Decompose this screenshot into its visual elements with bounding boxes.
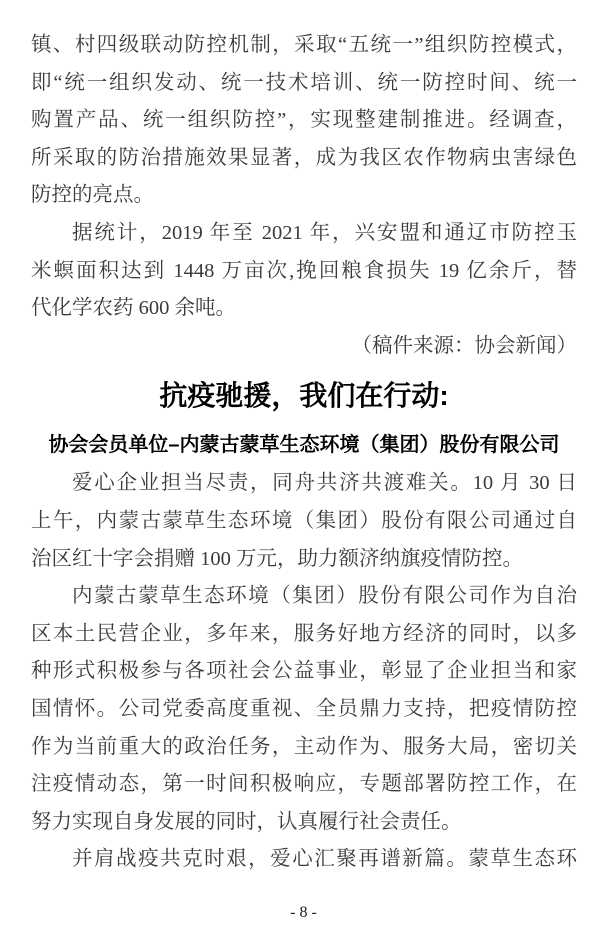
text-line: 上午，内蒙古蒙草生态环境（集团）股份有限公司通过自 [31,509,577,532]
text-line: 内蒙古蒙草生态环境（集团）股份有限公司作为自治 [72,585,577,608]
text-line: 区本土民营企业，多年来，服务好地方经济的同时，以多 [31,622,577,645]
text-line: 防控的亮点。 [31,184,154,207]
body-paragraph [31,27,577,215]
text-line: 米螟面积达到 1448 万亩次,挽回粮食损失 19 亿余斤，替 [31,259,577,282]
body-paragraph [31,578,577,841]
body-paragraph [31,215,577,328]
text-line: 购置产品、统一组织防控”，实现整建制推进。经调查， [31,109,577,132]
text-line: 镇、村四级联动防控机制，采取“五统一”组织防控模式， [31,34,577,56]
page-number: - 8 - [290,904,317,921]
text-line: 即“统一组织发动、统一技术培训、统一防控时间、统一 [31,71,577,94]
section-subheading: 协会会员单位–内蒙古蒙草生态环境（集团）股份有限公司 [48,434,560,457]
text-line: 并肩战疫共克时艰，爱心汇聚再谱新篇。蒙草生态环 [72,848,577,871]
text-line: 爱心企业担当尽责，同舟共济共渡难关。10 月 30 日 [72,472,577,495]
text-line: 注疫情动态，第一时间积极响应，专题部署防控工作，在 [31,773,577,796]
body-paragraph [31,841,577,879]
text-line: 种形式积极参与各项社会公益事业，彰显了企业担当和家 [31,660,577,683]
attribution-line: （稿件来源：协会新闻） [351,334,577,357]
text-line: 代化学农药 600 余吨。 [31,297,236,320]
text-line: 治区红十字会捐赠 100 万元，助力额济纳旗疫情防控。 [31,547,523,570]
text-line: 据统计，2019 年至 2021 年，兴安盟和通辽市防控玉 [72,221,577,244]
text-line: 国情怀。公司党委高度重视、全员鼎力支持，把疫情防控 [31,697,577,720]
body-paragraph [31,465,577,578]
text-line: 所采取的防治措施效果显著，成为我区农作物病虫害绿色 [31,146,577,169]
text-line: 努力实现自身发展的同时，认真履行社会责任。 [31,810,462,833]
document-body [31,27,577,879]
section-heading: 抗疫驰援，我们在行动: [159,380,449,412]
text-line: 作为当前重大的政治任务，主动作为、服务大局，密切关 [31,735,577,758]
